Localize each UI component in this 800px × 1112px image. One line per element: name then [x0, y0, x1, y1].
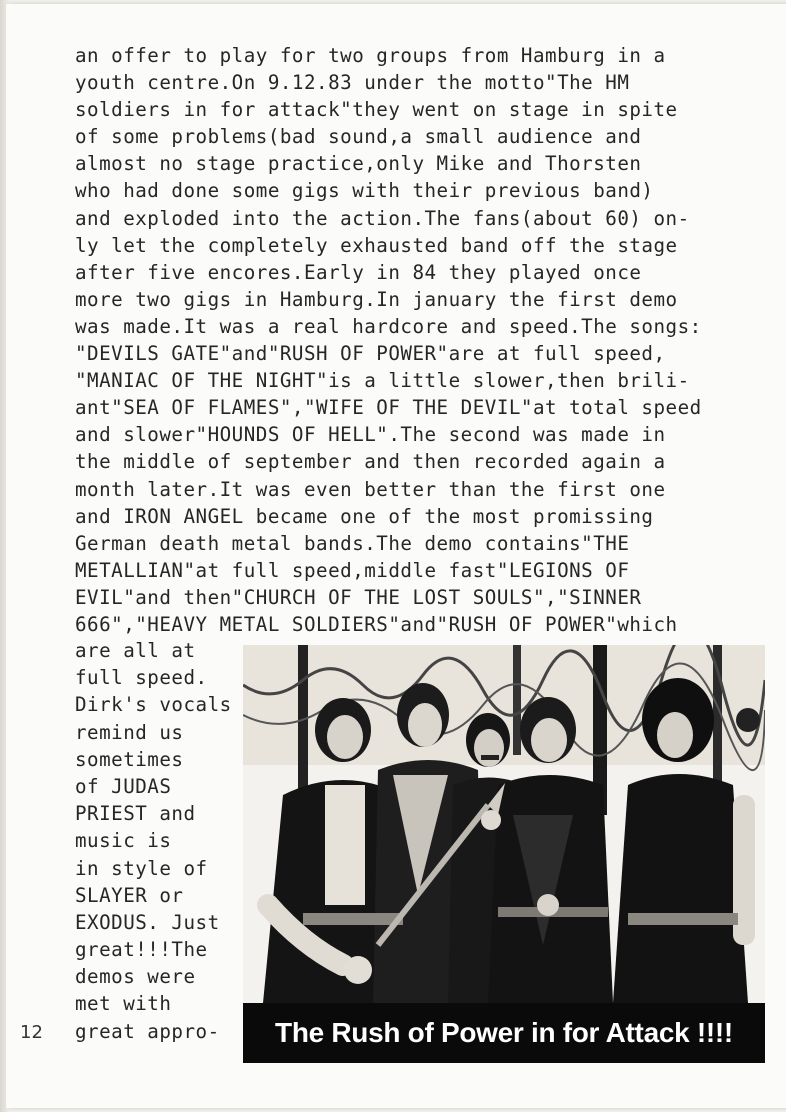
- text-line: great appro-: [75, 1019, 220, 1043]
- text-line: SLAYER or: [75, 883, 184, 907]
- text-line: of JUDAS: [75, 774, 172, 798]
- text-line: almost no stage practice,only Mike and Thorsten: [75, 152, 642, 176]
- text-line: EVIL"and then"CHURCH OF THE LOST SOULS","SINNER: [75, 585, 642, 609]
- photo-caption-bar: [243, 1003, 765, 1063]
- text-line: "MANIAC OF THE NIGHT"is a little slower,then brili-: [75, 369, 690, 393]
- page-number: 12: [20, 1022, 43, 1043]
- band-photo-illustration: [243, 645, 765, 1003]
- text-line: Dirk's vocals: [75, 693, 232, 717]
- text-line: the middle of september and then recorded again a: [75, 450, 666, 474]
- text-line: 666","HEAVY METAL SOLDIERS"and"RUSH OF POWER"which: [75, 612, 678, 636]
- text-line: full speed.: [75, 666, 208, 690]
- text-line: ant"SEA OF FLAMES","WIFE OF THE DEVIL"at total speed: [75, 396, 702, 420]
- text-line: are all at: [75, 639, 196, 662]
- text-line: and exploded into the action.The fans(about 60) on-: [75, 206, 690, 230]
- text-line: was made.It was a real hardcore and speed.The songs:: [75, 314, 702, 338]
- text-line: German death metal bands.The demo contains"THE: [75, 531, 630, 555]
- text-line: an offer to play for two groups from Hamburg in a: [75, 44, 666, 67]
- photo-caption: The Rush of Power in for Attack !!!!: [275, 1017, 733, 1048]
- text-line: PRIEST and: [75, 802, 196, 826]
- text-line: "DEVILS GATE"and"RUSH OF POWER"are at full speed,: [75, 342, 666, 366]
- text-line: remind us: [75, 720, 184, 744]
- text-line: sometimes: [75, 747, 184, 771]
- text-line: in style of: [75, 856, 208, 880]
- text-line: great!!!The: [75, 938, 208, 962]
- text-line: month later.It was even better than the first one: [75, 477, 666, 501]
- text-line: soldiers in for attack"they went on stage in spite: [75, 98, 678, 122]
- page-edge: [786, 0, 800, 1112]
- text-line: of some problems(bad sound,a small audience and: [75, 125, 642, 149]
- text-line: music is: [75, 829, 172, 853]
- text-line: more two gigs in Hamburg.In january the first demo: [75, 287, 678, 311]
- article-text-full-width: [75, 42, 785, 638]
- band-photo: [243, 645, 765, 1063]
- text-line: ly let the completely exhausted band off the stage: [75, 233, 678, 257]
- text-line: and IRON ANGEL became one of the most promissing: [75, 504, 654, 528]
- text-line: EXODUS. Just: [75, 910, 220, 934]
- text-line: met with: [75, 992, 172, 1016]
- text-line: demos were: [75, 965, 196, 989]
- text-line: METALLIAN"at full speed,middle fast"LEGIONS OF: [75, 558, 630, 582]
- article-text-beside-photo: [75, 637, 245, 1045]
- text-line: who had done some gigs with their previous band): [75, 179, 654, 203]
- text-line: youth centre.On 9.12.83 under the motto"The HM: [75, 71, 630, 95]
- text-line: and slower"HOUNDS OF HELL".The second was made in: [75, 423, 666, 447]
- text-line: after five encores.Early in 84 they played once: [75, 260, 642, 284]
